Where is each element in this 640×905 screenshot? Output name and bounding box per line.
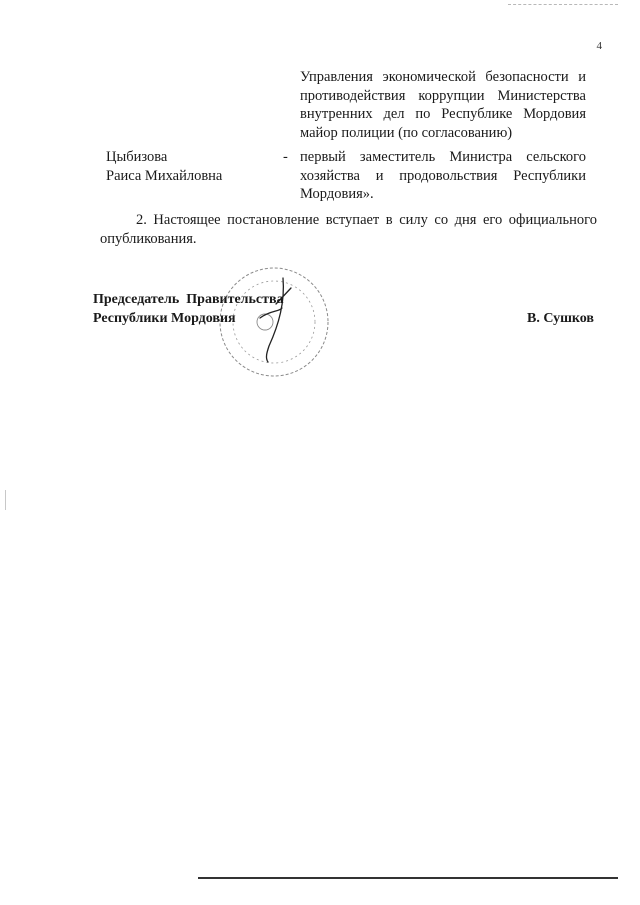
clause-2: 2. Настоящее постановление вступает в силу со дня его официального опубликования. [100,212,597,247]
signer-position-line2: Республики Мордовия [93,311,236,326]
member-surname: Цыбизова [106,149,168,165]
member-role: первый заместитель Министра сельского хозяйства и продовольствия Республики Мордовия». [300,149,586,202]
signer-name: В. Сушков [526,311,594,326]
page-number: 4 [596,40,602,52]
scan-mark-top-right [508,4,618,6]
signer-position [93,290,284,328]
member-name [106,148,276,185]
scan-mark-left-edge [5,490,6,510]
member-given-names: Раиса Михайловна [106,167,223,184]
scan-mark-bottom [198,877,618,879]
signer-position-line1: Председатель Правительства [93,292,284,307]
member-dash: - [283,149,288,165]
previous-member-role: Управления экономической безопасности и противодействия коррупции Министерства внутренних дел по Республике Мордовия майор полиции (по согласованию) [300,69,586,141]
